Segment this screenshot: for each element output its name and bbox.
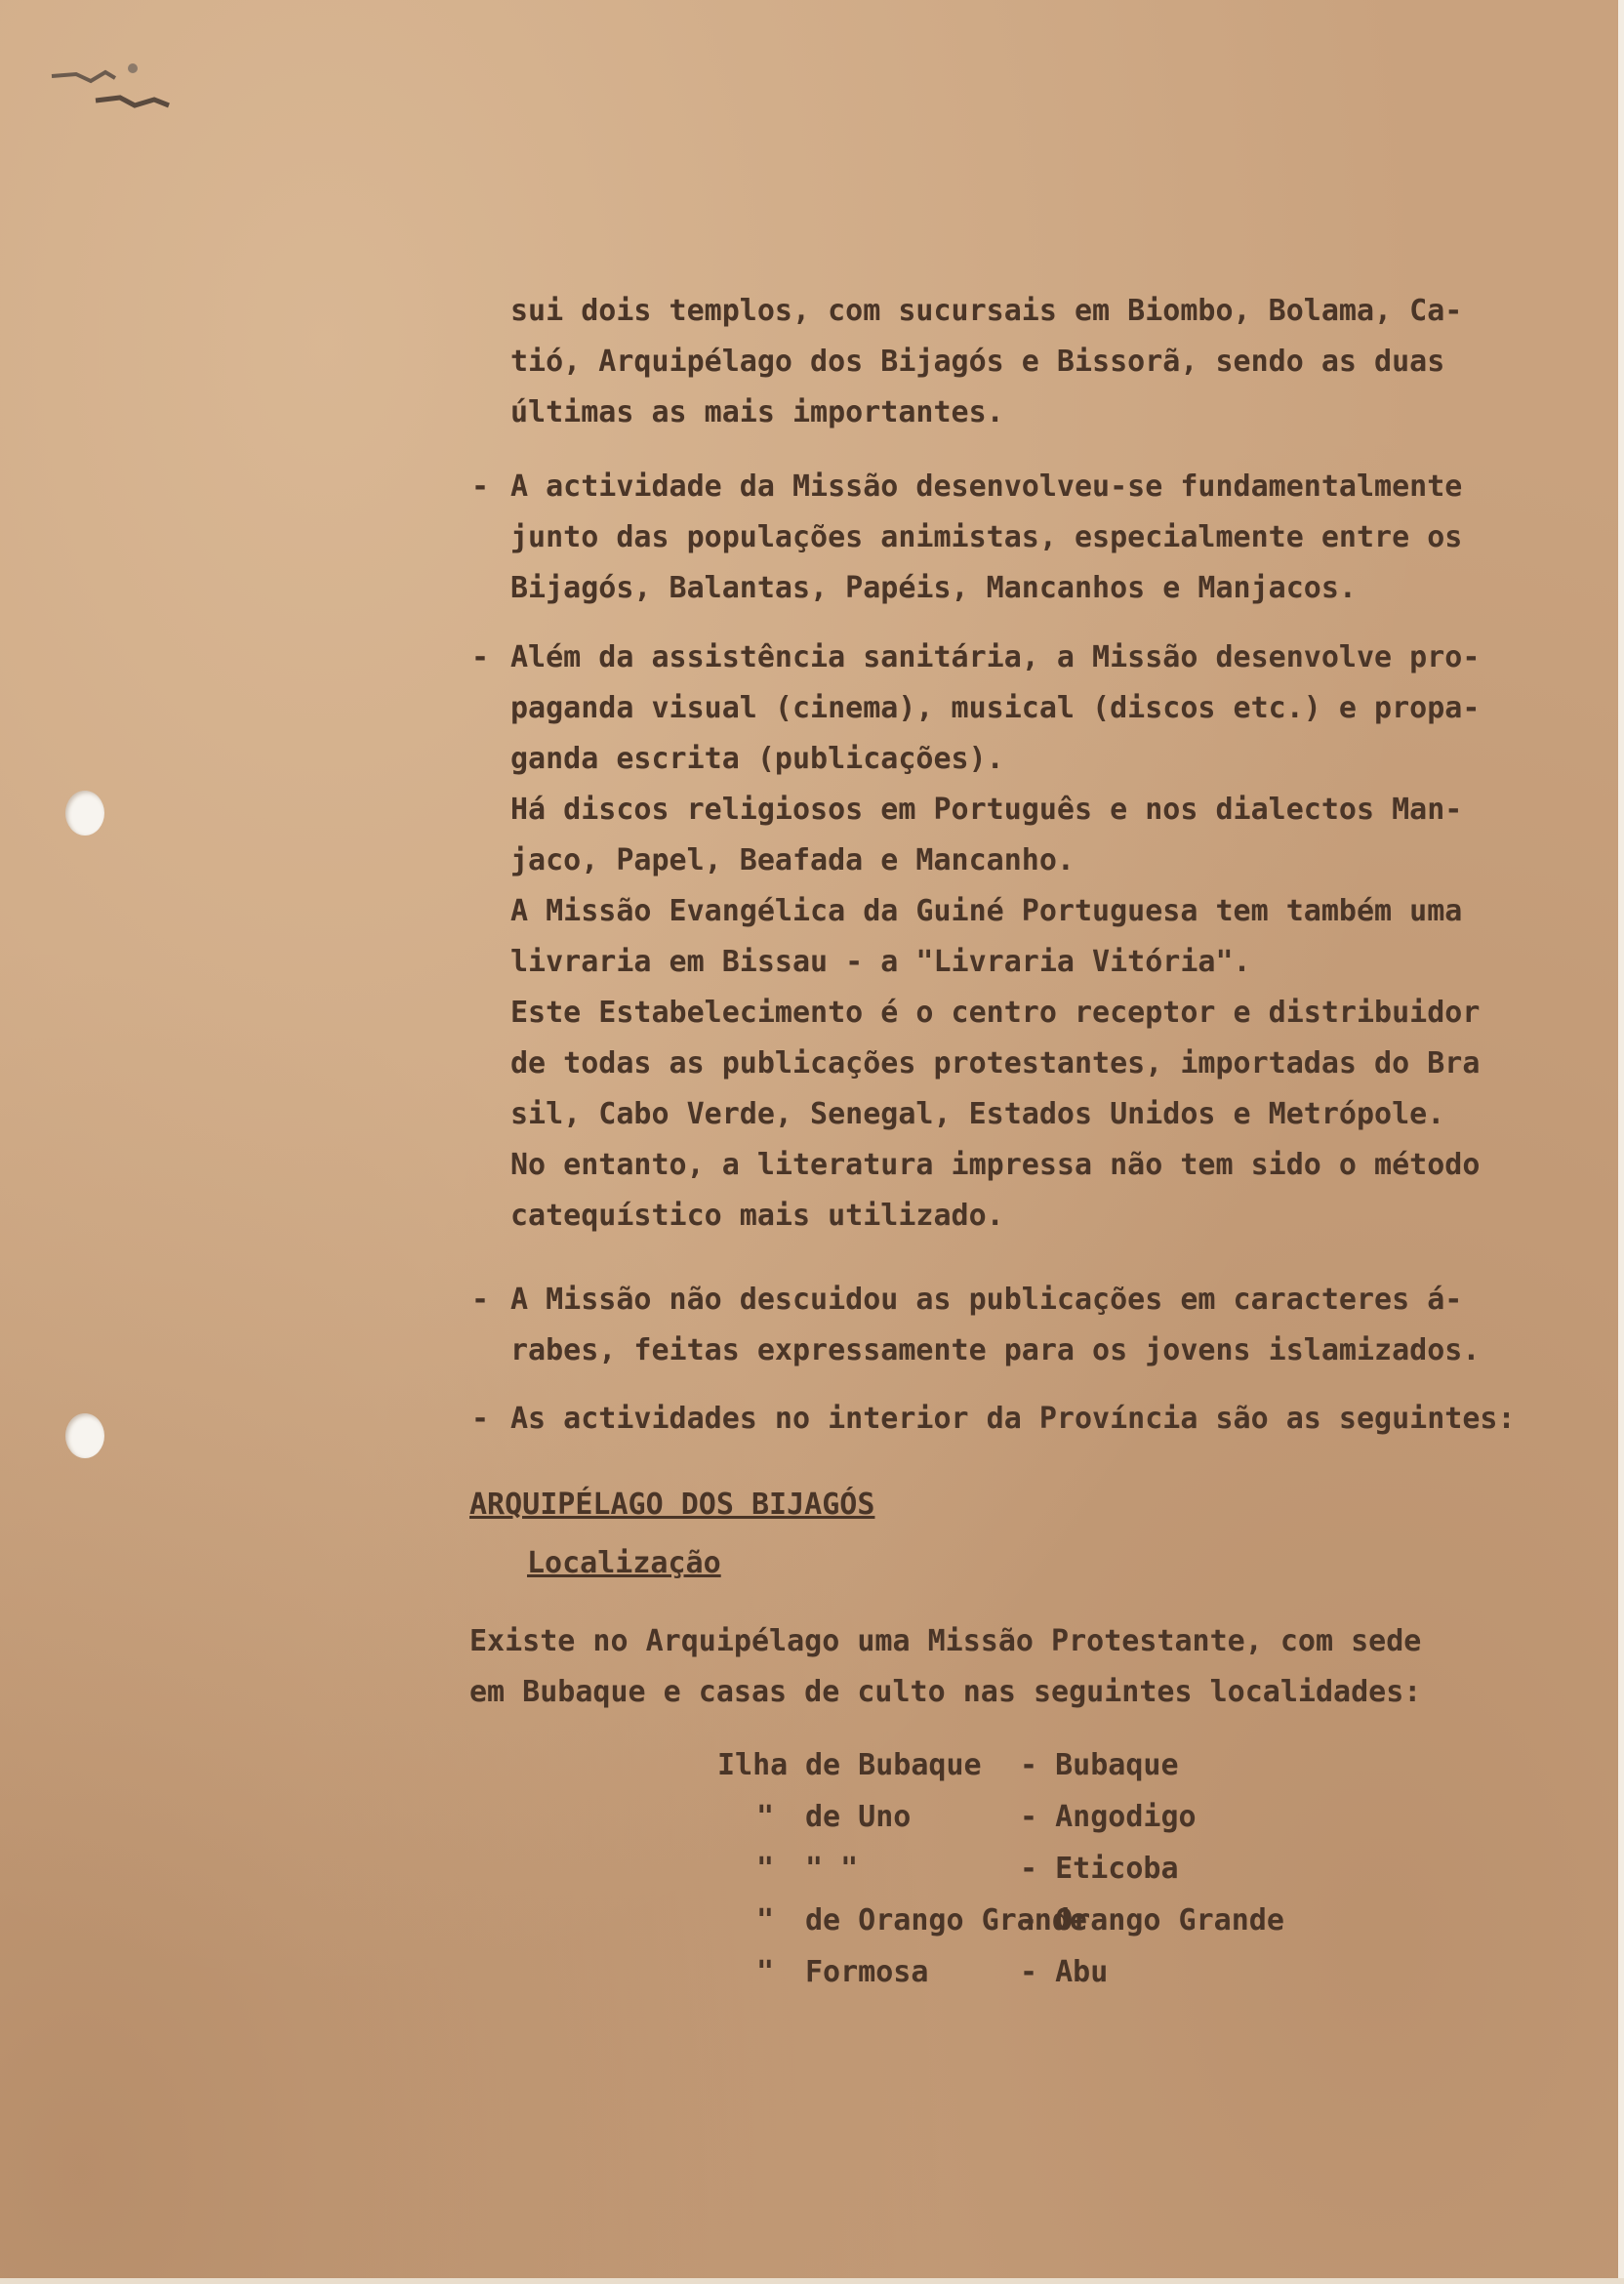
- text-line: jaco, Papel, Beafada e Mancanho.: [510, 843, 1075, 877]
- text-line: junto das populações animistas, especialmente entre os: [510, 520, 1463, 554]
- section-intro: [469, 1616, 1543, 1718]
- text-line: tió, Arquipélago dos Bijagós e Bissorã, sendo as duas: [510, 345, 1445, 379]
- text-line: Há discos religiosos em Português e nos dialectos Man-: [510, 793, 1463, 827]
- text-line: sil, Cabo Verde, Senegal, Estados Unidos e Metrópole.: [510, 1097, 1445, 1131]
- text-line: sui dois templos, com sucursais em Biombo, Bolama, Ca-: [510, 294, 1463, 328]
- punch-hole: [65, 791, 104, 836]
- text-line: Este Estabelecimento é o centro receptor e distribuidor: [510, 996, 1481, 1030]
- text-line: últimas as mais importantes.: [510, 395, 1004, 429]
- locality-name: - Angodigo: [1020, 1800, 1197, 1834]
- text-line: Além da assistência sanitária, a Missão desenvolve pro-: [510, 640, 1481, 674]
- page-edge: [0, 2278, 1624, 2284]
- text-line: catequístico mais utilizado.: [510, 1199, 1004, 1233]
- paragraph: [510, 286, 1564, 438]
- page-edge: [1618, 0, 1624, 2284]
- island-name: de Orango Grande: [805, 1903, 1087, 1937]
- text-line: de todas as publicações protestantes, importadas do Bra: [510, 1046, 1481, 1081]
- paragraph: [510, 1275, 1564, 1376]
- island-name: de Uno: [805, 1800, 912, 1834]
- island-prefix: ": [756, 1800, 775, 1834]
- bullet-dash: -: [471, 640, 490, 674]
- paragraph: [510, 462, 1564, 614]
- bullet-dash: -: [471, 469, 490, 504]
- text-line: No entanto, a literatura impressa não tem sido o método: [510, 1148, 1481, 1182]
- section-heading: ARQUIPÉLAGO DOS BIJAGÓS: [469, 1488, 875, 1522]
- locality-name: - Orango Grande: [1020, 1903, 1284, 1937]
- text-line: rabes, feitas expressamente para os jovens islamizados.: [510, 1333, 1481, 1367]
- island-prefix: ": [756, 1955, 775, 1989]
- text-line: A actividade da Missão desenvolveu-se fundamentalmente: [510, 469, 1463, 504]
- text-line: Existe no Arquipélago uma Missão Protestante, com sede: [469, 1624, 1422, 1658]
- paragraph: [510, 632, 1564, 1242]
- text-line: ganda escrita (publicações).: [510, 742, 1004, 776]
- paragraph: [510, 1394, 1564, 1445]
- bullet-dash: -: [471, 1402, 490, 1436]
- locality-name: - Abu: [1020, 1955, 1109, 1989]
- island-prefix: ": [756, 1852, 775, 1886]
- text-line: em Bubaque e casas de culto nas seguintes localidades:: [469, 1675, 1422, 1709]
- staple-mark-icon: [47, 57, 183, 125]
- text-line: A Missão Evangélica da Guiné Portuguesa tem também uma: [510, 894, 1463, 928]
- island-name: " ": [805, 1852, 859, 1886]
- text-line: livraria em Bissau - a "Livraria Vitória".: [510, 945, 1251, 979]
- island-name: de Bubaque: [805, 1748, 982, 1782]
- island-prefix: Ilha: [717, 1748, 789, 1782]
- locality-name: - Bubaque: [1020, 1748, 1179, 1782]
- text-line: Bijagós, Balantas, Papéis, Mancanhos e Manjacos.: [510, 571, 1357, 605]
- island-name: Formosa: [805, 1955, 929, 1989]
- section-subheading: Localização: [527, 1546, 721, 1580]
- locality-name: - Eticoba: [1020, 1852, 1179, 1886]
- text-line: paganda visual (cinema), musical (discos etc.) e propa-: [510, 691, 1481, 725]
- text-line: A Missão não descuidou as publicações em caracteres á-: [510, 1283, 1463, 1317]
- punch-hole: [65, 1413, 104, 1458]
- text-line: As actividades no interior da Província são as seguintes:: [510, 1402, 1516, 1436]
- bullet-dash: -: [471, 1283, 490, 1317]
- island-prefix: ": [756, 1903, 775, 1937]
